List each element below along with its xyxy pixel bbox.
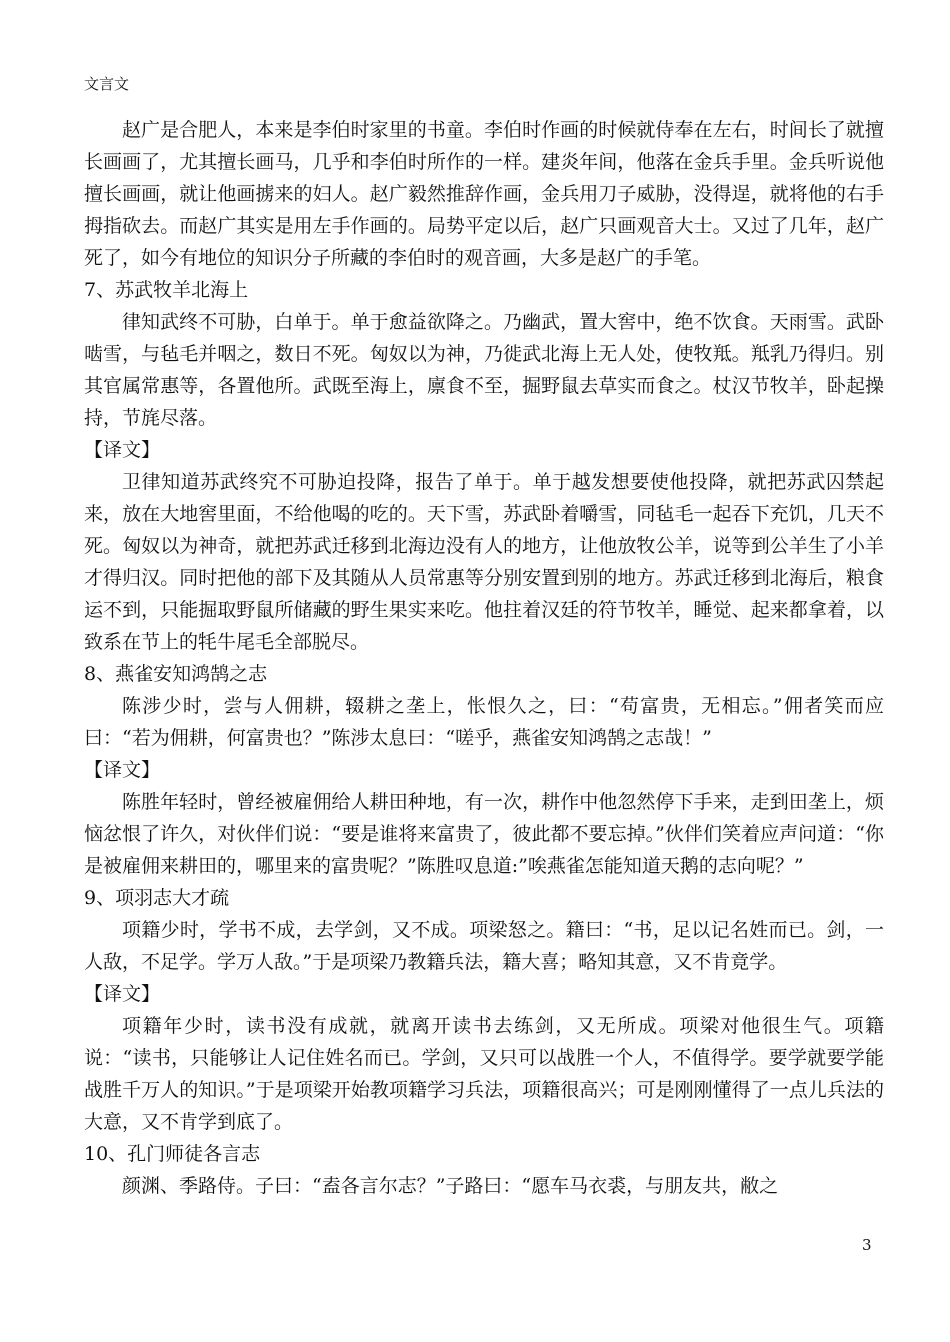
paragraph-translation-7: 卫律知道苏武终究不可胁迫投降，报告了单于。单于越发想要使他投降，就把苏武囚禁起来，放在大地窖里面，不给他喝的吃的。天下雪，苏武卧着嚼雪，同毡毛一起吞下充饥，几天不死。匈奴以为神奇，就把苏武迁移到北海边没有人的地方，让他放牧公羊，说等到公羊生了小羊才得归汉。同时把他的部下及其随从人员常惠等分别安置到别的地方。苏武迁移到北海后，粮食运不到，只能掘取野鼠所储藏的野生果实来吃。他拄着汉廷的符节牧羊，睡觉、起来都拿着，以致系在节上的牦牛尾毛全部脱尽。 bbox=[84, 471, 884, 653]
document-body bbox=[84, 114, 884, 1202]
translation-label-8: 【译文】 bbox=[84, 759, 161, 781]
page-header: 文言文 bbox=[84, 75, 130, 93]
paragraph-original-7: 律知武终不可胁，白单于。单于愈益欲降之。乃幽武，置大窖中，绝不饮食。天雨雪。武卧啮雪，与毡毛并咽之，数日不死。匈奴以为神，乃徙武北海上无人处，使牧羝。羝乳乃得归。别其官属常惠等，各置他所。武既至海上，廪食不至，掘野鼠去草实而食之。杖汉节牧羊，卧起操持，节旄尽落。 bbox=[84, 311, 884, 429]
paragraph-translation-9: 项籍年少时，读书没有成就，就离开读书去练剑，又无所成。项梁对他很生气。项籍说：“读书，只能够让人记住姓名而已。学剑，又只可以战胜一个人，不值得学。要学就要学能战胜千万人的知识。”于是项梁开始教项籍学习兵法，项籍很高兴；可是刚刚懂得了一点儿兵法的大意，又不肯学到底了。 bbox=[84, 1015, 884, 1133]
paragraph-translation-8: 陈胜年轻时，曾经被雇佣给人耕田种地，有一次，耕作中他忽然停下手来，走到田垄上，烦恼忿恨了许久，对伙伴们说：“要是谁将来富贵了，彼此都不要忘掉。”伙伴们笑着应声问道：“你是被雇佣来耕田的，哪里来的富贵呢？”陈胜叹息道:”唉燕雀怎能知道天鹅的志向呢？” bbox=[84, 791, 884, 877]
paragraph-original-8: 陈涉少时，尝与人佣耕，辍耕之垄上，怅恨久之，曰：“苟富贵，无相忘。”佣者笑而应曰：“若为佣耕，何富贵也？”陈涉太息曰：“嗟乎，燕雀安知鸿鹄之志哉！” bbox=[84, 695, 884, 749]
paragraph-original-10: 颜渊、季路侍。子曰：“盍各言尔志？”子路曰：“愿车马衣裘，与朋友共，敝之 bbox=[122, 1175, 779, 1197]
page-number: 3 bbox=[862, 1236, 872, 1254]
paragraph-zhao-guang-translation: 赵广是合肥人，本来是李伯时家里的书童。李伯时作画的时候就侍奉在左右，时间长了就擅长画画了，尤其擅长画马，几乎和李伯时所作的一样。建炎年间，他落在金兵手里。金兵听说他擅长画画，就让他画掳来的妇人。赵广毅然推辞作画，金兵用刀子威胁，没得逞，就将他的右手拇指砍去。而赵广其实是用左手作画的。局势平定以后，赵广只画观音大士。又过了几年，赵广死了，如今有地位的知识分子所藏的李伯时的观音画，大多是赵广的手笔。 bbox=[84, 119, 884, 269]
section-heading-10: 10、孔门师徒各言志 bbox=[84, 1143, 261, 1165]
section-heading-7: 7、苏武牧羊北海上 bbox=[84, 279, 249, 301]
section-heading-8: 8、燕雀安知鸿鹄之志 bbox=[84, 663, 268, 685]
paragraph-original-9: 项籍少时，学书不成，去学剑，又不成。项梁怒之。籍曰：“书，足以记名姓而已。剑，一人敌，不足学。学万人敌。”于是项梁乃教籍兵法，籍大喜；略知其意，又不肯竟学。 bbox=[84, 919, 884, 973]
section-heading-9: 9、项羽志大才疏 bbox=[84, 887, 230, 909]
translation-label-7: 【译文】 bbox=[84, 439, 161, 461]
translation-label-9: 【译文】 bbox=[84, 983, 161, 1005]
